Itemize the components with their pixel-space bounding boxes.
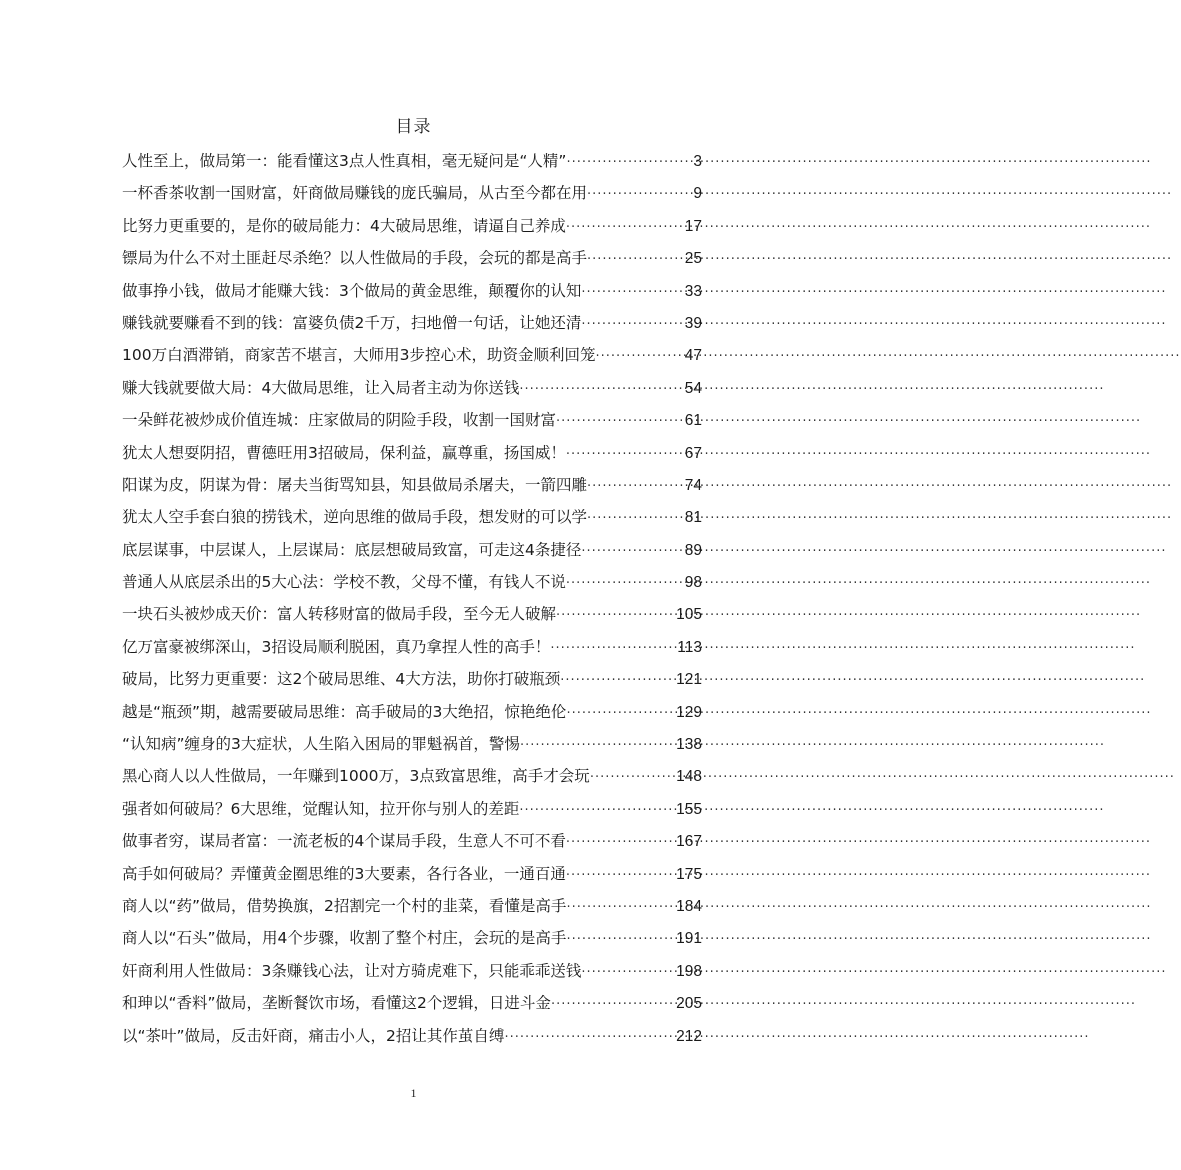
- toc-dot-leader: [595, 341, 682, 373]
- toc-entry-title: 和珅以“香料”做局，垄断餐饮市场，看懂这2个逻辑，日进斗金: [122, 994, 551, 1013]
- toc-entry[interactable]: [122, 372, 702, 404]
- toc-entry[interactable]: [122, 566, 702, 598]
- toc-dot-leader: [566, 147, 691, 179]
- toc-entry-title: 以“茶叶”做局，反击奸商，痛击小人，2招让其作茧自缚: [122, 1026, 505, 1045]
- toc-entry-page-number: 98: [684, 574, 702, 592]
- toc-entry-title: 奸商利用人性做局：3条赚钱心法，让对方骑虎难下，只能乖乖送钱: [122, 961, 582, 980]
- toc-entry[interactable]: [122, 404, 702, 436]
- toc-entry-title: 犹太人想耍阴招，曹德旺用3招破局，保利益，赢尊重，扬国威！: [122, 443, 566, 462]
- toc-entry-page-number: 9: [693, 185, 702, 203]
- toc-entry[interactable]: [122, 598, 702, 630]
- toc-entry[interactable]: [122, 534, 702, 566]
- toc-entry[interactable]: [122, 955, 702, 987]
- toc-entry[interactable]: [122, 858, 702, 890]
- toc-entry-title: 100万白酒滞销，商家苦不堪言，大师用3步控心术，助资金顺利回笼: [122, 346, 596, 365]
- toc-dot-leader: [520, 730, 674, 762]
- toc-entry-title: 赚钱就要赚看不到的钱：富婆负债2千万，扫地僧一句话，让她还清: [122, 313, 582, 332]
- toc-entry-page-number: 191: [676, 930, 702, 948]
- toc-dot-leader: [556, 406, 683, 438]
- toc-dot-leader: [566, 439, 683, 471]
- toc-entry-page-number: 25: [684, 250, 702, 268]
- toc-entry-title: 人性至上，做局第一：能看懂这3点人性真相，毫无疑问是“人精”: [122, 152, 567, 170]
- toc-dot-leader: [504, 1022, 674, 1054]
- toc-entry-title: 亿万富豪被绑深山，3招设局顺利脱困，真乃拿捏人性的高手！: [122, 637, 551, 656]
- toc-entry-title: 一朵鲜花被炒成价值连城：庄家做局的阴险手段，收割一国财富: [122, 411, 557, 430]
- toc-entry[interactable]: [122, 728, 702, 760]
- toc-entry-title: 底层谋事，中层谋人，上层谋局：底层想破局致富，可走这4条捷径: [122, 540, 582, 559]
- toc-dot-leader: [566, 892, 674, 924]
- toc-entry[interactable]: [122, 501, 702, 533]
- toc-entry-title: 一块石头被炒成天价：富人转移财富的做局手段，至今无人破解: [122, 605, 557, 624]
- toc-entry[interactable]: [122, 275, 702, 307]
- toc-entry-title: 赚大钱就要做大局：4大做局思维，让入局者主动为你送钱: [122, 378, 520, 397]
- toc-dot-leader: [560, 665, 674, 697]
- toc-dot-leader: [551, 989, 674, 1021]
- toc-dot-leader: [556, 600, 674, 632]
- toc-entry[interactable]: [122, 469, 702, 501]
- toc-entry-page-number: 74: [684, 476, 702, 494]
- toc-entry[interactable]: [122, 890, 702, 922]
- toc-entry-page-number: 167: [676, 833, 702, 851]
- toc-dot-leader: [566, 827, 674, 859]
- toc-entry-page-number: 33: [684, 282, 702, 300]
- toc-entry-page-number: 212: [676, 1027, 702, 1045]
- toc-entry-page-number: 129: [676, 703, 702, 721]
- toc-entry[interactable]: [122, 793, 702, 825]
- toc-entry[interactable]: [122, 339, 702, 371]
- toc-entry[interactable]: [122, 922, 702, 954]
- toc-entry-page-number: 89: [684, 541, 702, 559]
- toc-dot-leader: [581, 277, 682, 309]
- toc-entry-title: 比努力更重要的，是你的破局能力：4大破局思维，请逼自己养成: [122, 216, 566, 235]
- toc-dot-leader: [581, 957, 674, 989]
- toc-entry-title: 阳谋为皮，阴谋为骨：屠夫当街骂知县，知县做局杀屠夫，一箭四雕: [122, 475, 588, 494]
- toc-entry[interactable]: [122, 145, 702, 177]
- toc-entry-page-number: 54: [684, 379, 702, 397]
- toc-entry-title: 商人以“药”做局，借势换旗，2招割完一个村的韭菜，看懂是高手: [122, 896, 567, 915]
- toc-dot-leader: [581, 309, 682, 341]
- toc-dot-leader: [566, 698, 674, 730]
- toc-entry-title: 强者如何破局？6大思维，觉醒认知，拉开你与别人的差距: [122, 799, 520, 818]
- toc-entry-page-number: 121: [676, 671, 702, 689]
- toc-entry-page-number: 113: [677, 638, 702, 656]
- toc-entry-page-number: 3: [693, 153, 702, 170]
- toc-entry-title: 做事挣小钱，做局才能赚大钱：3个做局的黄金思维，颠覆你的认知: [122, 281, 582, 300]
- toc-entry[interactable]: [122, 437, 702, 469]
- toc-entry-page-number: 105: [676, 606, 702, 624]
- toc-dot-leader: [587, 244, 683, 276]
- toc-entry-page-number: 81: [684, 509, 702, 527]
- toc-entry[interactable]: [122, 177, 702, 209]
- toc-entry[interactable]: [122, 696, 702, 728]
- toc-entry-page-number: 67: [684, 444, 702, 462]
- toc-entry-page-number: 148: [676, 768, 702, 786]
- toc-entry-title: 一杯香茶收割一国财富，奸商做局赚钱的庞氏骗局，从古至今都在用: [122, 184, 588, 203]
- toc-entry-title: 做事者穷，谋局者富：一流老板的4个谋局手段，生意人不可不看: [122, 832, 566, 851]
- toc-title: 目录: [395, 117, 432, 137]
- toc-entry-page-number: 175: [676, 865, 702, 883]
- toc-entry-title: 普通人从底层杀出的5大心法：学校不教，父母不懂，有钱人不说: [122, 573, 566, 592]
- toc-dot-leader: [566, 568, 683, 600]
- toc-entry[interactable]: [122, 631, 702, 663]
- toc-dot-leader: [519, 795, 674, 827]
- toc-entry[interactable]: [122, 307, 702, 339]
- toc-entry-page-number: 138: [676, 736, 702, 754]
- toc-dot-leader: [590, 762, 674, 794]
- toc-entry-page-number: 39: [684, 314, 702, 332]
- toc-dot-leader: [566, 924, 674, 956]
- toc-entry-title: 高手如何破局？弄懂黄金圈思维的3大要素，各行各业，一通百通: [122, 864, 566, 883]
- toc-entry-page-number: 198: [676, 962, 702, 980]
- toc-entry-title: 犹太人空手套白狼的捞钱术，逆向思维的做局手段，想发财的可以学: [122, 508, 588, 527]
- toc-entry-page-number: 17: [684, 217, 702, 235]
- toc-entry[interactable]: [122, 760, 702, 792]
- toc-entry-title: 商人以“石头”做局，用4个步骤，收割了整个村庄，会玩的是高手: [122, 929, 567, 948]
- toc-entry-title: 破局，比努力更重要：这2个破局思维、4大方法，助你打破瓶颈: [122, 670, 561, 689]
- toc-entry[interactable]: [122, 242, 702, 274]
- toc-entry[interactable]: [122, 825, 702, 857]
- toc-dot-leader: [519, 374, 682, 406]
- toc-entry-title: 镖局为什么不对土匪赶尽杀绝？以人性做局的手段，会玩的都是高手: [122, 249, 588, 268]
- toc-dot-leader: [566, 212, 683, 244]
- toc-entry-page-number: 205: [676, 995, 702, 1013]
- toc-entry[interactable]: [122, 987, 702, 1019]
- page-number: 1: [410, 1086, 417, 1100]
- toc-entry-page-number: 47: [684, 347, 702, 365]
- toc-entry-page-number: 155: [676, 800, 702, 818]
- toc-dot-leader: [587, 471, 683, 503]
- toc-list: [122, 145, 702, 1052]
- toc-entry-page-number: 61: [684, 412, 702, 430]
- toc-entry[interactable]: [122, 210, 702, 242]
- toc-entry-page-number: 184: [676, 897, 702, 915]
- toc-dot-leader: [566, 860, 674, 892]
- toc-entry-title: 越是“瓶颈”期，越需要破局思维：高手破局的3大绝招，惊艳绝伦: [122, 702, 567, 721]
- toc-dot-leader: [550, 633, 675, 665]
- toc-entry[interactable]: [122, 663, 702, 695]
- toc-entry-title: 黑心商人以人性做局，一年赚到1000万，3点致富思维，高手才会玩: [122, 767, 590, 786]
- toc-entry[interactable]: [122, 1020, 702, 1052]
- toc-dot-leader: [587, 179, 691, 211]
- toc-entry-title: “认知病”缠身的3大症状，人生陷入困局的罪魁祸首，警惕: [122, 735, 520, 754]
- toc-dot-leader: [581, 536, 682, 568]
- toc-dot-leader: [587, 503, 683, 535]
